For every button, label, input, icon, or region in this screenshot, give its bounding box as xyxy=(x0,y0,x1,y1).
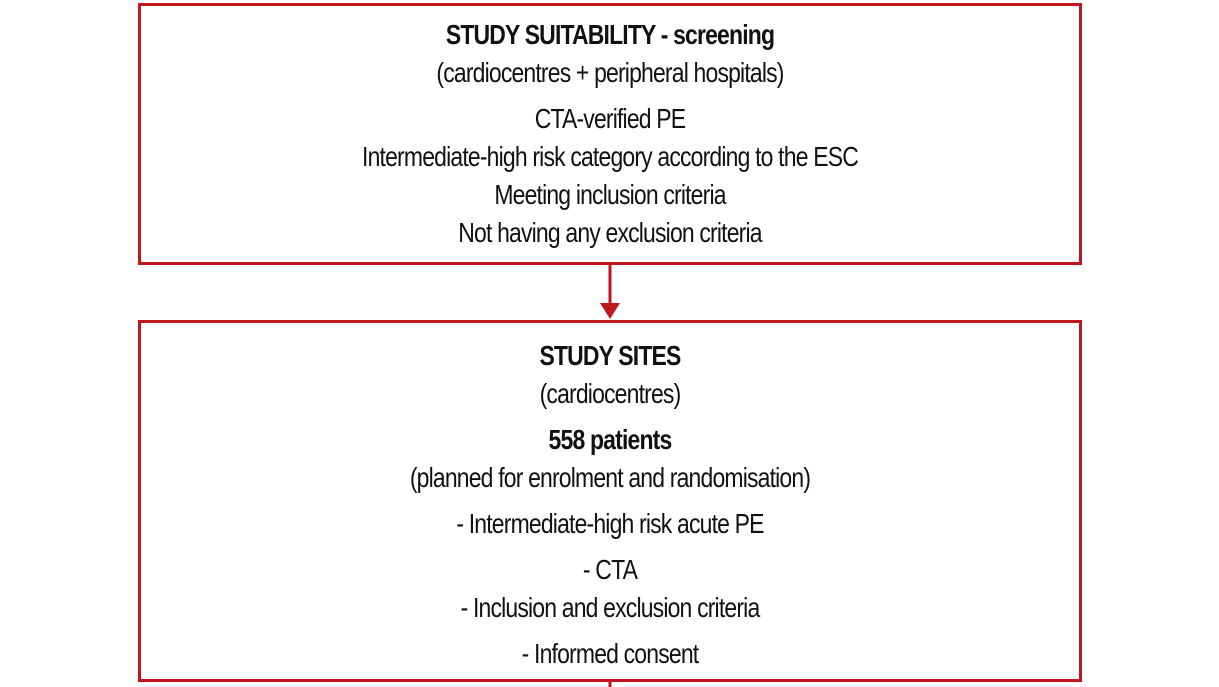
screening-subtitle: (cardiocentres + peripheral hospitals) xyxy=(436,57,784,88)
sites-criterion: - CTA xyxy=(582,554,638,585)
screening-criterion: Intermediate-high risk category according to the ESC xyxy=(362,141,858,172)
sites-patient-count: 558 patients xyxy=(548,424,672,455)
arrow-head xyxy=(600,303,620,319)
flow-arrow xyxy=(590,265,630,321)
screening-criterion: CTA-verified PE xyxy=(534,103,686,134)
sites-criterion: - Intermediate-high risk acute PE xyxy=(456,508,764,539)
study-sites-box xyxy=(138,320,1082,682)
screening-criterion: Not having any exclusion criteria xyxy=(458,217,762,248)
screening-title: STUDY SUITABILITY - screening xyxy=(445,19,775,50)
screening-box xyxy=(138,3,1082,265)
sites-subtitle: (cardiocentres) xyxy=(539,378,681,409)
continuation-line xyxy=(590,682,630,687)
screening-criterion: Meeting inclusion criteria xyxy=(494,179,726,210)
sites-title: STUDY SITES xyxy=(539,340,681,371)
sites-count-note: (planned for enrolment and randomisation) xyxy=(409,462,811,493)
sites-criterion: - Inclusion and exclusion criteria xyxy=(460,592,760,623)
sites-criterion: - Informed consent xyxy=(521,638,699,669)
